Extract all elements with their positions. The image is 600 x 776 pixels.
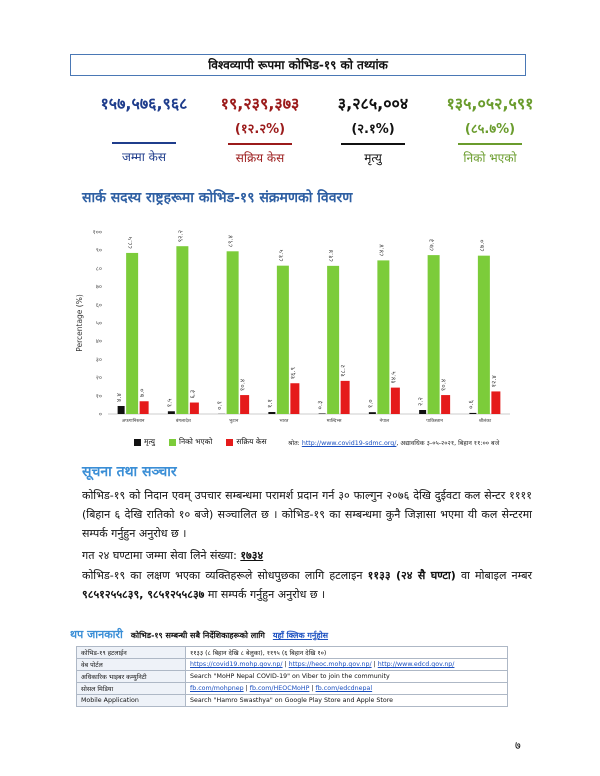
bar-active-5 [391, 388, 400, 414]
bar-deaths-6 [419, 410, 426, 414]
bar-recovered-2 [227, 251, 239, 414]
stat-recovered-underline [458, 143, 522, 145]
data-label: ४.४ [115, 393, 124, 402]
data-label: १६.९ [288, 367, 297, 380]
bar-recovered-3 [277, 266, 289, 414]
bar-recovered-6 [428, 255, 440, 414]
bar-active-0 [140, 401, 149, 414]
y-axis-label: Percentage (%) [75, 294, 84, 352]
table-row [77, 659, 508, 671]
bar-active-7 [491, 391, 500, 414]
stat-total-pct [84, 119, 204, 136]
x-tick-label: पाकिस्तान [426, 419, 443, 424]
bar-deaths-4 [319, 413, 326, 414]
bar-recovered-5 [377, 260, 389, 414]
bar-recovered-4 [327, 266, 339, 414]
bar-recovered-1 [176, 246, 188, 414]
data-label: ८८.५ [126, 236, 135, 249]
data-label: ०.१ [215, 400, 224, 410]
social-link-3[interactable]: fb.com/edcdnepal [315, 685, 373, 692]
bar-deaths-0 [118, 406, 125, 414]
page-number: ७ [515, 739, 521, 752]
bar-active-1 [190, 403, 199, 414]
source-link[interactable]: http://www.covid19-sdmc.org/ [301, 440, 397, 447]
hotline-text-1: कोभिड-१९ का लक्षण भएका व्यक्तिहरूले सोधपुछका लागि हटलाइन [82, 569, 363, 582]
table-row [77, 695, 508, 707]
x-tick-label: श्रीलंका [478, 419, 492, 424]
data-label: २.२ [416, 397, 425, 406]
hotline-paragraph [82, 566, 532, 604]
stat-total-cases [84, 92, 204, 165]
source-prefix: श्रोत: [288, 440, 300, 447]
legend-item-recovered [169, 437, 212, 447]
y-tick-label: ६० [95, 301, 102, 309]
y-tick-label: १०० [92, 229, 102, 236]
legend-swatch-deaths [134, 439, 141, 446]
stat-recovered-value: १३५,०५२,५९१ [446, 94, 534, 113]
data-label: १.५ [165, 398, 174, 408]
stat-active-pct: (१२.२%) [234, 122, 286, 137]
contact-info-table [76, 646, 508, 707]
more-info-text: कोभिड-१९ सम्बन्धी सबै निर्देशिकाहरूको लागि [130, 631, 265, 640]
stat-recovered-label: निको भएको [463, 151, 517, 165]
social-link-1[interactable]: fb.com/mohpnep [190, 685, 244, 692]
stat-active-value: १९,२३९,३७३ [220, 94, 300, 113]
table-value-viber: Search "MoHP Nepal COVID-19" on Viber to join the community [186, 671, 508, 683]
data-label: १४.५ [389, 371, 398, 384]
x-tick-label: माल्दिभ्स [326, 419, 342, 424]
saarc-covid-bar-chart [70, 218, 520, 430]
legend-swatch-recovered [169, 439, 176, 446]
bar-deaths-1 [168, 411, 175, 414]
y-tick-label: ७० [95, 283, 102, 291]
bar-recovered-7 [478, 256, 490, 414]
table-key-social-media: सोसल मिडिया [77, 683, 186, 695]
more-info-label: थप जानकारी [70, 628, 123, 641]
bar-active-3 [290, 383, 299, 414]
legend-item-active [226, 437, 266, 447]
x-tick-label: भुटान [228, 419, 239, 424]
y-tick-label: ५० [95, 320, 102, 327]
legend-label-recovered: निको भएको [179, 437, 213, 446]
stat-deaths-label: मृत्यु [364, 151, 382, 165]
y-tick-label: ८० [95, 265, 102, 273]
chart-section-heading: सार्क सदस्य राष्ट्रहरूमा कोभिड-१९ संक्रमणको विवरण [82, 190, 353, 206]
table-value-web-portal: https://covid19.mohp.gov.np/ | https://heoc.mohp.gov.np/ | http://www.edcd.gov.np/ [186, 659, 508, 671]
x-tick-label: नेपाल [379, 419, 390, 424]
hotline-number: ११३३ (२४ सै घण्टा) [367, 569, 456, 582]
bar-deaths-7 [469, 413, 476, 414]
bar-active-4 [341, 381, 350, 414]
table-row [77, 647, 508, 659]
bar-active-6 [441, 395, 450, 414]
data-label: ८९.४ [226, 235, 235, 248]
more-info-row [70, 627, 520, 642]
service-count-label: गत २४ घण्टामा जम्मा सेवा लिने संख्या: [82, 549, 237, 562]
data-label: ०.६ [466, 400, 475, 409]
data-label: १८.२ [339, 364, 348, 377]
data-label: १.१ [265, 399, 274, 408]
table-value-social-media: fb.com/mohpnep | fb.com/HEOCMoHP | fb.com/edcdnepal [186, 683, 508, 695]
chart-legend [134, 437, 267, 447]
data-label: ९२.२ [176, 229, 185, 243]
bar-deaths-5 [369, 412, 376, 414]
x-tick-label: बंगलादेश [175, 419, 191, 424]
data-label: ७.० [138, 388, 147, 398]
bar-active-2 [240, 395, 249, 414]
table-key-hotline: कोभिड-१९ हटलाईन [77, 647, 186, 659]
y-tick-label: १० [95, 392, 102, 400]
hotline-text-2: वा मोबाइल नम्बर [460, 569, 533, 582]
data-label: ०.३ [316, 400, 325, 410]
y-tick-label: ९० [95, 247, 102, 255]
table-key-web-portal: वेब पोर्टल [77, 659, 186, 671]
table-row [77, 671, 508, 683]
page-title: विश्वव्यापी रूपमा कोभिड-१९ को तथ्यांक [208, 58, 388, 72]
stat-active-label: सक्रिय केस [235, 151, 285, 165]
stat-deaths [320, 92, 426, 166]
bar-deaths-3 [268, 412, 275, 414]
x-tick-label: भारत [279, 419, 289, 424]
y-tick-label: ३० [95, 356, 102, 364]
call-center-paragraph: कोभिड-१९ को निदान एवम् उपचार सम्बन्धमा परामर्श प्रदान गर्न ३० फाल्गुन २०७६ देखि दुईवटा कल सेन्टर ११११ (बिहान ६ देखि रातिको १० बजे) सञ्चालित छ । कोभिड-१९ का सम्बन्धमा कुनै जिज्ञासा भएमा यी कल सेन्टरमा सम्पर्क गर्नुहुन अनुरोध छ । [82, 489, 532, 540]
data-label: १०.४ [238, 378, 247, 392]
data-label: ८१.४ [327, 249, 336, 262]
source-suffix: , अद्यावधिक ३-०५-२०२१, बिहान ११:०० बजे [396, 440, 500, 447]
table-key-viber: अधिकारिक भाइबर कम्युनिटी [77, 671, 186, 683]
stat-recovered-pct: (८५.७%) [464, 122, 516, 137]
data-label: ८१.५ [276, 249, 285, 262]
legend-swatch-active [226, 439, 233, 446]
stat-deaths-pct: (२.१%) [351, 122, 395, 137]
data-label: ६.३ [188, 389, 197, 399]
service-count-paragraph [82, 546, 532, 565]
legend-label-active: सक्रिय केस [236, 437, 267, 446]
table-value-hotline: ११३३ (८ बिहान देखि ८ बेलुका), ११९५ (६ बिहान देखि १०) [186, 647, 508, 659]
table-row [77, 683, 508, 695]
chart-source-note [288, 438, 499, 447]
stat-total-underline [112, 142, 176, 144]
web-portal-link-3[interactable]: http://www.edcd.gov.np/ [377, 661, 455, 668]
stat-recovered [426, 92, 554, 166]
hotline-text-3: मा सम्पर्क गर्नुहुन अनुरोध छ । [207, 588, 326, 601]
stat-deaths-underline [341, 143, 405, 145]
data-label: ८७.० [477, 239, 486, 252]
notice-heading: सूचना तथा सञ्चार [82, 464, 177, 480]
data-label: ८४.४ [377, 244, 386, 257]
x-tick-label: अफगानिस्तान [121, 419, 145, 424]
legend-label-deaths: मृत्यु [144, 437, 156, 446]
y-tick-label: २० [95, 374, 102, 382]
service-count-value: १७३४ [240, 549, 264, 562]
web-portal-link-2[interactable]: https://heoc.mohp.gov.np/ [288, 661, 372, 668]
web-portal-link-1[interactable]: https://covid19.mohp.gov.np/ [190, 661, 283, 668]
stat-active-underline [228, 143, 292, 145]
mobile-numbers: ९८५१२५५८३९, ९८५१२५५८३७ [82, 588, 205, 601]
stat-active-cases [204, 92, 316, 166]
table-value-mobile-app: Search "Hamro Swasthya" on Google Play Store and Apple Store [186, 695, 508, 707]
stat-total-label: जम्मा केस [122, 150, 166, 164]
data-label: १२.४ [489, 375, 498, 388]
page-title-box [70, 54, 526, 76]
bar-recovered-0 [126, 253, 138, 414]
stat-deaths-value: ३,२८५,००४ [337, 94, 409, 113]
legend-item-deaths [134, 437, 155, 447]
data-label: ८७.३ [427, 238, 436, 252]
social-link-2[interactable]: fb.com/HEOCMoHP [249, 685, 310, 692]
table-key-mobile-app: Mobile Application [77, 695, 186, 707]
more-info-link[interactable]: यहाँ क्लिक गर्नुहोस [272, 631, 329, 640]
data-label: १.० [366, 399, 375, 409]
data-label: १०.४ [439, 378, 448, 392]
stat-total-value: १५७,५७६,९६८ [100, 94, 188, 113]
y-tick-label: ४० [95, 338, 102, 346]
y-tick-label: ० [98, 411, 102, 418]
